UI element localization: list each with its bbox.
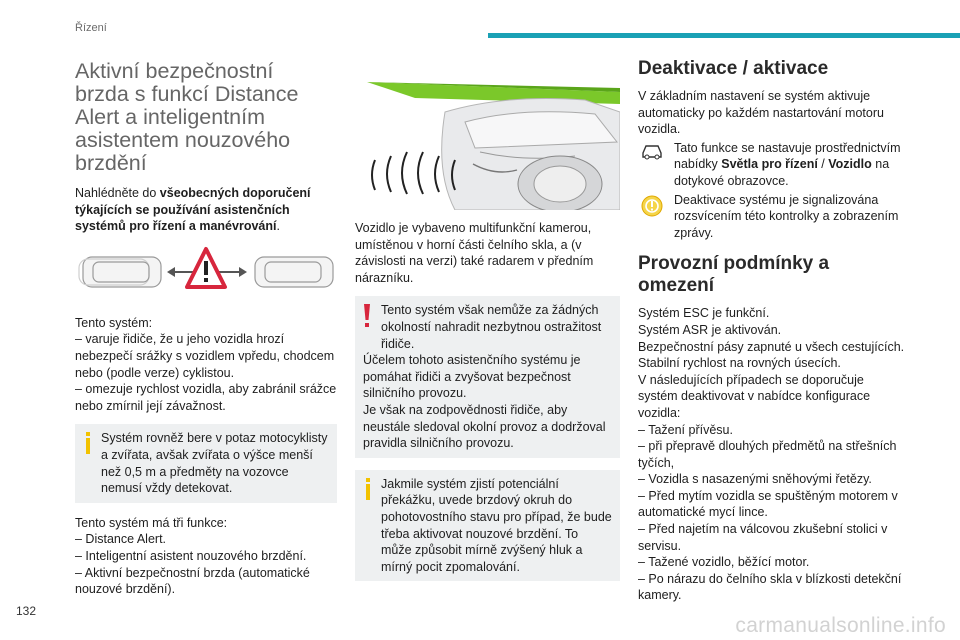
paragraph: V základním nastavení se systém aktivuje automaticky po každém nastartování motoru vozidla. bbox=[638, 89, 884, 137]
condition-line: Stabilní rychlost na rovných úsecích. bbox=[638, 356, 841, 371]
title-line: asistentem nouzového bbox=[75, 128, 291, 152]
list-item: – při přepravě dlouhých předmětů na střešních tyčích, bbox=[638, 439, 897, 470]
system-intro: Tento systém: bbox=[75, 315, 153, 330]
reference-paragraph bbox=[75, 185, 337, 235]
menu-name: Vozidlo bbox=[828, 157, 872, 172]
p2-suffix: na dotykové obrazovce. bbox=[674, 157, 890, 188]
note-text: Jakmile systém zjistí potenciální překážku, uvede brzdový okruh do pohotovostního stavu pro případ, že bude třeba aktivovat nouzové brzdění. To může způsobit mírně zvýšený hluk a mírný pocit zpomalování. bbox=[381, 476, 612, 574]
list-item: – Tažené vozidlo, běžící motor. bbox=[638, 555, 810, 570]
ref-suffix: . bbox=[276, 219, 280, 234]
column-1 bbox=[75, 60, 337, 598]
warning-icon bbox=[363, 304, 371, 328]
header-accent-bar bbox=[488, 33, 960, 38]
info-note bbox=[75, 424, 337, 502]
list-item: – Distance Alert. bbox=[75, 532, 167, 547]
title-line: Alert a inteligentním bbox=[75, 105, 266, 129]
info-note bbox=[355, 470, 620, 582]
info-icon bbox=[83, 432, 93, 454]
list-item: – Inteligentní asistent nouzového brzdění. bbox=[75, 548, 307, 563]
list-item: – Tažení přívěsu. bbox=[638, 422, 733, 437]
p2-prefix: Tato funkce se nastavuje prostřednictvím nabídky bbox=[674, 140, 901, 172]
heading-deactivation: Deaktivace / aktivace bbox=[638, 58, 829, 79]
functions-intro: Tento systém má tři funkce: bbox=[75, 515, 228, 530]
car-camera-illustration bbox=[355, 52, 620, 210]
condition-line: Systém ASR je aktivován. bbox=[638, 322, 782, 337]
list-item: – Po nárazu do čelního skla v blízkosti detekční kamery. bbox=[638, 571, 902, 603]
warning-light-paragraph bbox=[638, 192, 906, 242]
menu-setting-paragraph bbox=[638, 140, 906, 190]
camera-paragraph: Vozidlo je vybaveno multifunkční kamerou, umístěnou v horní části čelního skla, a (v závislosti na verzi) také radarem v předním nárazníku. bbox=[355, 221, 594, 285]
condition-line: V následujících případech se doporučuje systém deaktivovat v nabídce konfigurace vozidla: bbox=[638, 372, 871, 420]
title-line: brzda s funkcí Distance bbox=[75, 82, 299, 106]
condition-line: Systém ESC je funkční. bbox=[638, 306, 770, 321]
menu-separator: / bbox=[817, 157, 829, 172]
ref-bold: všeobecných doporučení týkajících se používání asistenčních systémů pro řízení a manévrování bbox=[75, 186, 311, 234]
paragraph: Deaktivace systému je signalizována rozsvícením této kontrolky a zobrazením zprávy. bbox=[674, 192, 899, 240]
list-item: – Před mytím vozidla se spuštěným motorem v automatické mycí lince. bbox=[638, 488, 898, 520]
column-2 bbox=[355, 52, 620, 593]
section-header: Řízení bbox=[75, 22, 107, 34]
ref-prefix: Nahlédněte do bbox=[75, 186, 160, 200]
page-number: 132 bbox=[16, 604, 37, 618]
car-settings-icon bbox=[640, 142, 664, 160]
collision-warning-illustration bbox=[75, 243, 337, 301]
warning-text: Účelem tohoto asistenčního systému je pomáhat řidiči a zvyšovat bezpečnost silničního provozu. bbox=[363, 353, 581, 401]
heading-conditions: Provozní podmínky a omezení bbox=[638, 253, 830, 297]
list-item: – Vozidla s nasazenými sněhovými řetězy. bbox=[638, 472, 872, 487]
title-line: Aktivní bezpečnostní bbox=[75, 59, 274, 83]
info-icon bbox=[363, 478, 373, 500]
watermark: carmanualsonline.info bbox=[735, 614, 946, 637]
note-text: Systém rovněž bere v potaz motocyklisty a zvířata, avšak zvířata o výšce menší než 0,5 m a předměty na vozovce nemusí vždy detekovat. bbox=[101, 431, 328, 496]
title-line: brzdění bbox=[75, 151, 147, 175]
condition-line: Bezpečnostní pásy zapnuté u všech cestujících. bbox=[638, 339, 905, 354]
section-title bbox=[75, 60, 337, 175]
column-3 bbox=[638, 58, 906, 604]
list-item: – varuje řidiče, že u jeho vozidla hrozí nebezpečí srážky s vozidlem vpředu, chodcem nebo (podle verze) cyklistou. bbox=[75, 332, 335, 380]
list-item: – omezuje rychlost vozidla, aby zabránil srážce nebo zmírnil její závažnost. bbox=[75, 382, 337, 413]
list-item: – Před najetím na válcovou zkušební stolici v servisu. bbox=[638, 522, 888, 553]
warning-text: Je však na zodpovědnosti řidiče, aby neustále sledoval okolní provoz a dodržoval pravidla silničního provozu. bbox=[363, 402, 606, 451]
menu-name: Světla pro řízení bbox=[721, 157, 818, 172]
list-item: – Aktivní bezpečnostní brzda (automatické nouzové brzdění). bbox=[75, 565, 310, 597]
warning-text: Tento systém však nemůže za žádných okolností nahradit nezbytnou ostražitost řidiče. bbox=[381, 303, 602, 351]
warning-note bbox=[355, 296, 620, 457]
collision-warning-light-icon bbox=[640, 194, 664, 218]
